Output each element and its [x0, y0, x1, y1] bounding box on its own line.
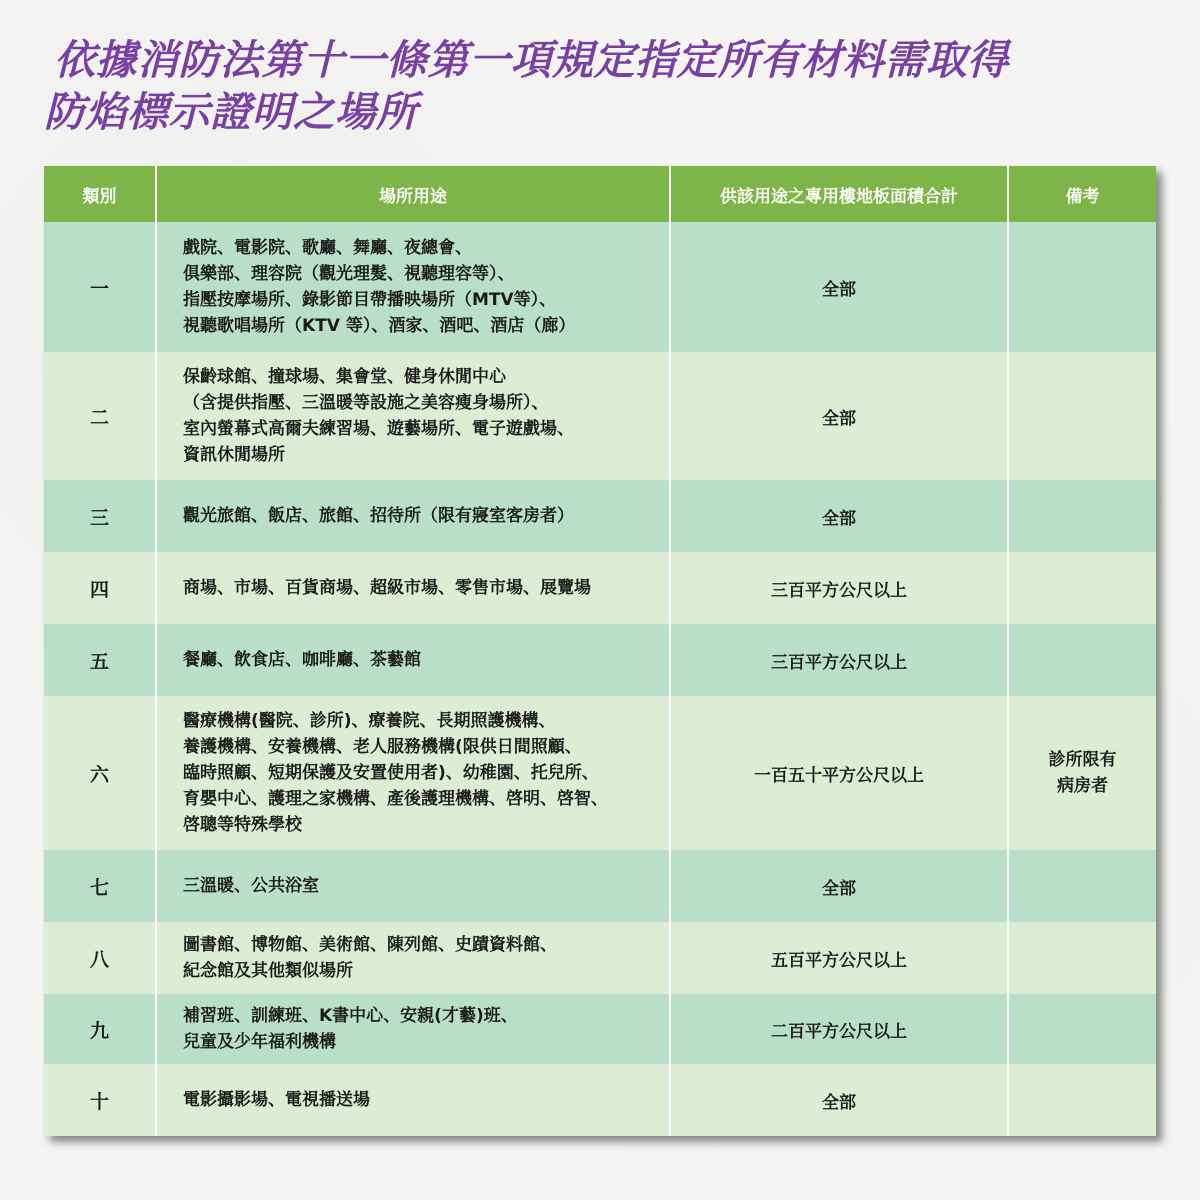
use-cell	[156, 480, 670, 552]
use-cell	[156, 922, 670, 994]
area-cell: 全部	[670, 222, 1008, 352]
note-cell	[1008, 480, 1156, 552]
note-line: 病房者	[1057, 776, 1108, 796]
note-cell	[1008, 552, 1156, 624]
table-row	[44, 1064, 1156, 1136]
use-line: 紀念館及其他類似場所	[183, 961, 353, 981]
note-cell	[1008, 922, 1156, 994]
category-cell: 八	[44, 922, 156, 994]
use-line: 保齡球館、撞球場、集會堂、健身休閒中心	[183, 367, 506, 387]
area-cell: 全部	[670, 850, 1008, 922]
note-cell	[1008, 624, 1156, 696]
table-row	[44, 696, 1156, 850]
use-line: （含提供指壓、三溫暖等設施之美容瘦身場所）、	[183, 393, 549, 413]
area-cell: 三百平方公尺以上	[670, 624, 1008, 696]
header-category: 類別	[44, 166, 156, 222]
use-line: 俱樂部、理容院（觀光理髮、視聽理容等）、	[183, 264, 515, 284]
use-line: 觀光旅館、飯店、旅館、招待所（限有寢室客房者）	[183, 506, 574, 526]
use-cell	[156, 850, 670, 922]
use-cell	[156, 222, 670, 352]
use-line: 醫療機構(醫院、診所)、療養院、長期照護機構、	[183, 711, 556, 731]
category-cell: 四	[44, 552, 156, 624]
table-header-row	[44, 166, 1156, 222]
note-cell	[1008, 696, 1156, 850]
use-line: 補習班、訓練班、K書中心、安親(才藝)班、	[183, 1006, 518, 1026]
header-note: 備考	[1008, 166, 1156, 222]
category-cell: 十	[44, 1064, 156, 1136]
use-line: 室內螢幕式高爾夫練習場、遊藝場所、電子遊戲場、	[183, 419, 574, 439]
table-row	[44, 352, 1156, 480]
use-line: 育嬰中心、護理之家機構、產後護理機構、啓明、啓智、	[183, 789, 608, 809]
regulation-table-container	[44, 166, 1156, 1136]
use-line: 臨時照顧、短期保護及安置使用者)、幼稚園、托兒所、	[183, 763, 599, 783]
category-cell: 二	[44, 352, 156, 480]
use-cell	[156, 696, 670, 850]
category-cell: 五	[44, 624, 156, 696]
category-cell: 六	[44, 696, 156, 850]
area-cell: 全部	[670, 1064, 1008, 1136]
use-cell	[156, 624, 670, 696]
area-cell: 二百平方公尺以上	[670, 994, 1008, 1064]
regulation-table	[44, 166, 1156, 1136]
table-body	[44, 222, 1156, 1136]
use-line: 資訊休閒場所	[183, 445, 285, 465]
use-line: 啓聰等特殊學校	[183, 815, 302, 835]
use-line: 戲院、電影院、歌廳、舞廳、夜總會、	[183, 238, 472, 258]
page-title	[44, 34, 1174, 138]
table-row	[44, 480, 1156, 552]
area-cell: 全部	[670, 352, 1008, 480]
note-cell	[1008, 352, 1156, 480]
area-cell: 三百平方公尺以上	[670, 552, 1008, 624]
category-cell: 一	[44, 222, 156, 352]
use-cell	[156, 552, 670, 624]
table-row	[44, 922, 1156, 994]
title-line-1: 依據消防法第十一條第一項規定指定所有材料需取得	[54, 36, 1009, 84]
note-cell	[1008, 994, 1156, 1064]
area-cell: 一百五十平方公尺以上	[670, 696, 1008, 850]
category-cell: 三	[44, 480, 156, 552]
table-row	[44, 850, 1156, 922]
use-line: 養護機構、安養機構、老人服務機構(限供日間照顧、	[183, 737, 582, 757]
area-cell: 五百平方公尺以上	[670, 922, 1008, 994]
note-line: 診所限有	[1048, 750, 1117, 770]
use-line: 電影攝影場、電視播送場	[183, 1090, 370, 1110]
use-line: 指壓按摩場所、錄影節目帶播映場所（MTV等）、	[183, 290, 557, 310]
header-area: 供該用途之專用樓地板面積合計	[670, 166, 1008, 222]
table-row	[44, 222, 1156, 352]
note-cell	[1008, 1064, 1156, 1136]
table-row	[44, 994, 1156, 1064]
use-cell	[156, 994, 670, 1064]
use-cell	[156, 1064, 670, 1136]
use-line: 圖書館、博物館、美術館、陳列館、史蹟資料館、	[183, 935, 557, 955]
note-cell	[1008, 222, 1156, 352]
use-line: 兒童及少年福利機構	[183, 1032, 336, 1052]
use-line: 視聽歌唱場所（KTV 等）、酒家、酒吧、酒店（廊）	[183, 316, 576, 336]
use-line: 餐廳、飲食店、咖啡廳、茶藝館	[183, 650, 421, 670]
use-line: 三溫暖、公共浴室	[183, 876, 319, 896]
area-cell: 全部	[670, 480, 1008, 552]
use-cell	[156, 352, 670, 480]
header-use: 場所用途	[156, 166, 670, 222]
table-row	[44, 624, 1156, 696]
table-row	[44, 552, 1156, 624]
note-cell	[1008, 850, 1156, 922]
category-cell: 七	[44, 850, 156, 922]
category-cell: 九	[44, 994, 156, 1064]
title-line-2: 防焰標示證明之場所	[44, 88, 418, 136]
use-line: 商場、市場、百貨商場、超級市場、零售市場、展覽場	[183, 578, 591, 598]
